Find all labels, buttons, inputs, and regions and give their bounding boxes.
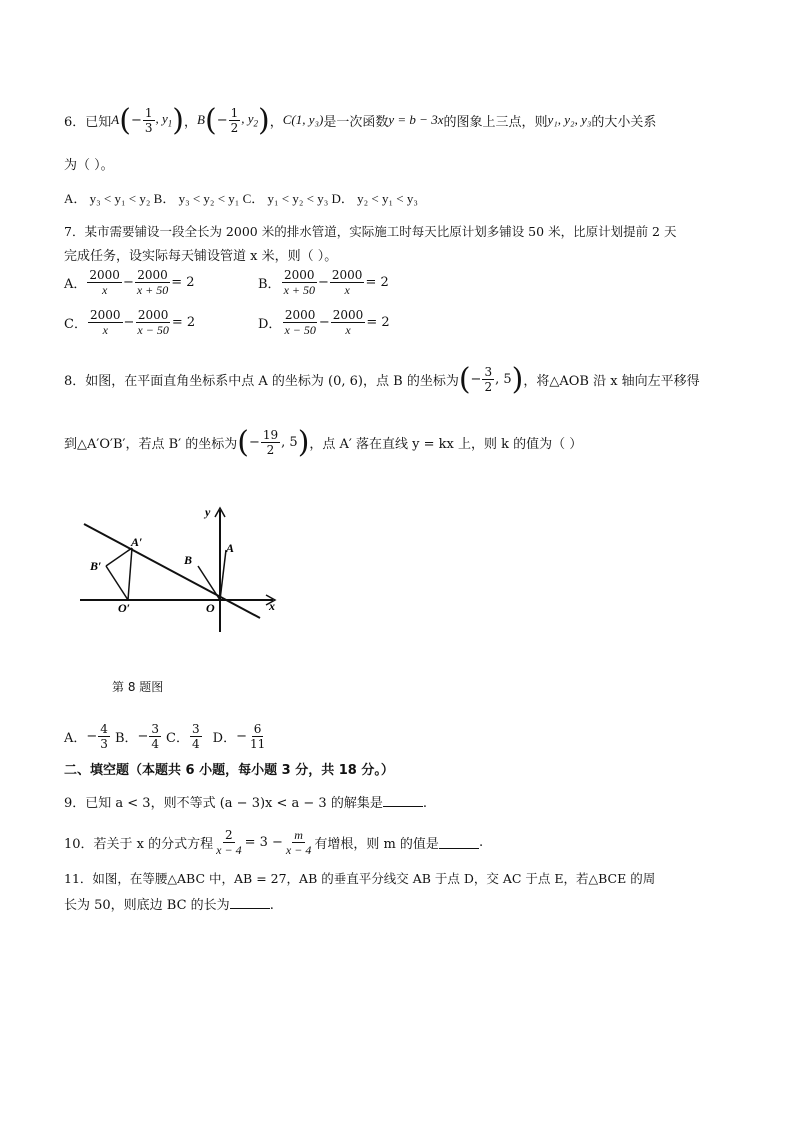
q6-point-b-x: $\frac{1}{2}$ [230,105,239,135]
label-a1: A′ [131,535,143,549]
q7-option-b: B． $\frac{2000}{x + 50}$ − $\frac{2000}{x}$ = 2 [258,268,389,297]
q6-end: 的大小关系 [591,114,657,130]
q6-tail: 的图象上三点，则 [443,114,548,130]
line-y-kx [84,524,260,618]
label-a: A [226,541,235,555]
segment-ob [198,566,220,600]
label-b1: B′ [90,559,102,573]
q7-option-a: A． $\frac{2000}{x}$ − $\frac{2000}{x + 50}$ = 2 [64,268,195,297]
q6-point-b-label: B [197,112,205,127]
q8-figure-caption: 第 8 题图 [112,680,164,694]
q9-answer-blank[interactable] [383,794,423,807]
q6-line2: 为（ ）。 [64,158,114,173]
label-o: O [206,601,215,615]
q6-lead: 6．已知 [64,114,112,130]
label-y: y [205,505,211,519]
q6-point-a-x: $\frac{1}{3}$ [144,105,153,135]
segment-o1b1 [106,566,128,600]
q8-options: A． − $\frac{4}{3}$ B． − $\frac{3}{4}$ C． $\frac{3}{4}$ D． − $\frac{6}{11}$ [64,721,266,751]
q6-point-c: C(1, y₃) [282,112,324,127]
q11-line2: 长为 50，则底边 BC 的长为 . [64,898,274,913]
q7-option-c: C． $\frac{2000}{x}$ − $\frac{2000}{x - 50}$ = 2 [64,308,196,337]
q6-line1: 6．已知 A ( − $\frac{1}{3}$ , $y_1$ ) ， B ( − $\frac{1}{2}$ , $y_2$ ) ， C(1, y₃) 是一次函数 y = b − 3x 的图象上三点，则 y₁, y₂, y₃ 的大小关系 [64,102,657,138]
q8-line1: 8．如图，在平面直角坐标系中点 A 的坐标为 (0, 6)，点 B 的坐标为 ( − $\frac{3}{2}$ , 5 ) ，将△AOB 沿 x 轴向左平移得 [64,361,700,397]
q6-point-a-label: A [111,112,120,127]
segment-o1a1 [128,548,132,600]
section-2-heading: 二、填空题（本题共 6 小题，每小题 3 分，共 18 分。） [64,763,394,778]
q8-line2: 到△A′O′B′，若点 B′ 的坐标为 ( − $\frac{19}{2}$ , 5 ) ，点 A′ 落在直线 y = kx 上，则 k 的值为（ ） [64,424,583,460]
q6-vars: y₁, y₂, y₃ [547,112,592,127]
q11-line1: 11．如图，在等腰△ABC 中，AB = 27，AB 的垂直平分线交 AB 于点 D，交 AC 于点 E，若△BCE 的周 [64,871,656,886]
q6-options: A． y₃ < y₁ < y₂ B． y₃ < y₂ < y₁ C． y₁ < y₂ < y₃ D． y₂ < y₁ < y₃ [64,191,418,206]
q11-answer-blank[interactable] [230,896,270,909]
q7-option-d: D． $\frac{2000}{x - 50}$ − $\frac{2000}{x}$ = 2 [258,308,390,337]
segment-b1a1 [106,548,132,566]
q8-figure [78,500,288,635]
label-x: x [269,599,275,613]
q10: 10．若关于 x 的分式方程 $\frac{2}{x - 4}$ = 3 − $\frac{m}{x - 4}$ 有增根，则 m 的值是 . [64,827,484,857]
label-o1: O′ [118,601,131,615]
q10-answer-blank[interactable] [439,836,479,849]
q7-line2: 完成任务，设实际每天铺设管道 x 米，则（ ）。 [64,249,338,264]
q9: 9．已知 a < 3，则不等式 (a − 3)x < a − 3 的解集是 . [64,796,427,811]
label-b: B [184,553,193,567]
q6-function: y = b − 3x [388,112,444,127]
q7-line1: 7．某市需要铺设一段全长为 2000 米的排水管道，实际施工时每天比原计划多铺设 50 米，比原计划提前 2 天 [64,224,677,239]
q6-mid: 是一次函数 [323,114,389,130]
